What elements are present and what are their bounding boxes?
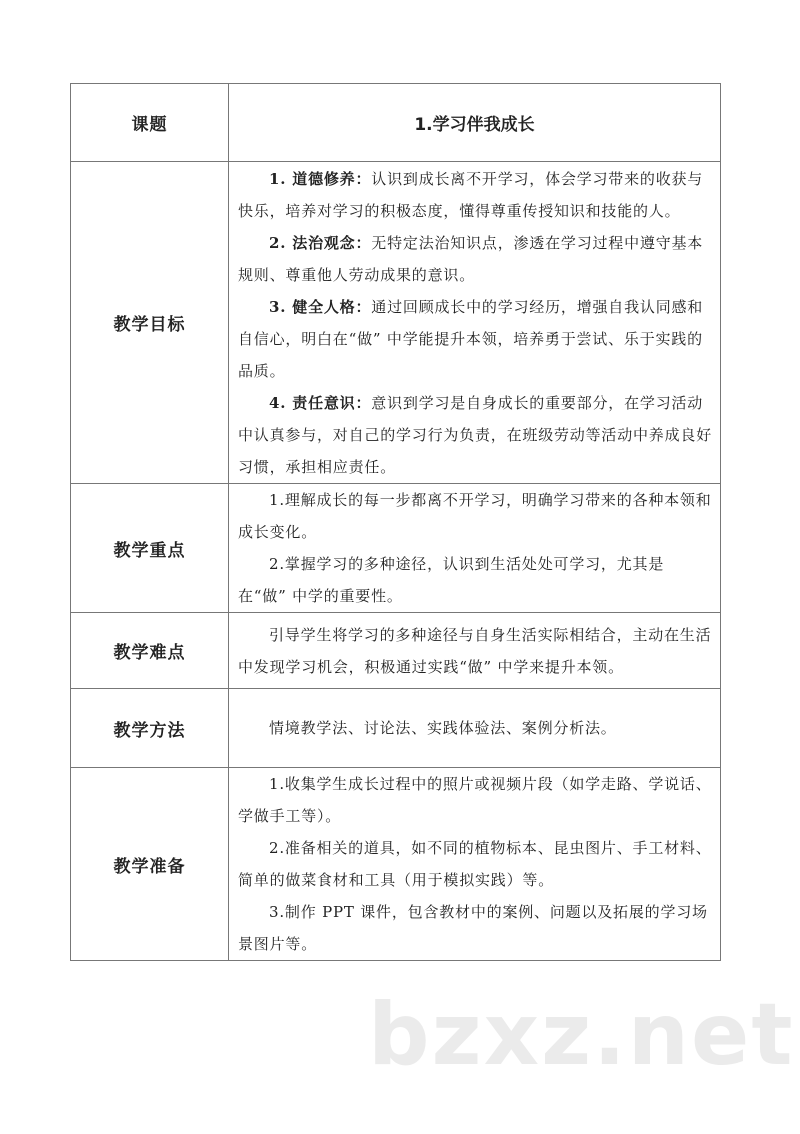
row-topic xyxy=(71,84,721,162)
methods-label: 教学方法 xyxy=(71,689,229,768)
row-preparation xyxy=(71,768,721,961)
topic-label: 课题 xyxy=(71,84,229,162)
objective-text: 意识到学习是自身成长的重要部分，在学习活动中认真参与，对自己的学习行为负责，在班级劳动等活动中养成良好习惯，承担相应责任。 xyxy=(238,393,713,476)
methods-content xyxy=(229,689,721,768)
objective-item xyxy=(238,227,712,291)
preparation-item: 1.收集学生成长过程中的照片或视频片段（如学走路、学说话、学做手工等）。 xyxy=(238,775,712,825)
objective-heading: 2. 法治观念： xyxy=(269,233,372,252)
key-point-item: 2.掌握学习的多种途径，认识到生活处处可学习，尤其是在“做” 中学的重要性。 xyxy=(238,555,665,605)
key-point-item: 1.理解成长的每一步都离不开学习，明确学习带来的各种本领和成长变化。 xyxy=(238,491,712,541)
row-methods xyxy=(71,689,721,768)
objective-heading: 4. 责任意识： xyxy=(269,393,372,412)
objective-heading: 3. 健全人格： xyxy=(269,297,372,316)
objectives-content xyxy=(229,162,721,484)
objectives-label: 教学目标 xyxy=(71,162,229,484)
lesson-plan-table xyxy=(70,83,721,961)
objective-heading: 1. 道德修养： xyxy=(269,169,372,188)
objective-text: 通过回顾成长中的学习经历，增强自我认同感和自信心，明白在“做” 中学能提升本领，培养勇于尝试、乐于实践的品质。 xyxy=(238,297,704,380)
objective-text: 无特定法治知识点，渗透在学习过程中遵守基本规则、尊重他人劳动成果的意识。 xyxy=(238,233,704,284)
topic-title: 1.学习伴我成长 xyxy=(229,84,721,162)
row-key-points xyxy=(71,484,721,613)
difficulties-content xyxy=(229,613,721,689)
preparation-content xyxy=(229,768,721,961)
objective-item xyxy=(238,163,712,227)
preparation-item: 3.制作 PPT 课件，包含教材中的案例、问题以及拓展的学习场景图片等。 xyxy=(238,903,708,953)
watermark: bzxz.net xyxy=(368,985,795,1085)
objective-item xyxy=(238,291,712,387)
row-objectives xyxy=(71,162,721,484)
objective-item xyxy=(238,387,712,483)
key-points-content xyxy=(229,484,721,613)
difficulty-item: 引导学生将学习的多种途径与自身生活实际相结合，主动在生活中发现学习机会，积极通过实践“做” 中学来提升本领。 xyxy=(238,625,712,676)
method-item: 情境教学法、讨论法、实践体验法、案例分析法。 xyxy=(269,719,617,737)
objective-text: 认识到成长离不开学习，体会学习带来的收获与快乐，培养对学习的积极态度，懂得尊重传授知识和技能的人。 xyxy=(238,169,704,220)
difficulties-label: 教学难点 xyxy=(71,613,229,689)
preparation-label: 教学准备 xyxy=(71,768,229,961)
preparation-item: 2.准备相关的道具，如不同的植物标本、昆虫图片、手工材料、简单的做菜食材和工具（用于模拟实践）等。 xyxy=(238,839,712,889)
row-difficulties xyxy=(71,613,721,689)
key-points-label: 教学重点 xyxy=(71,484,229,613)
